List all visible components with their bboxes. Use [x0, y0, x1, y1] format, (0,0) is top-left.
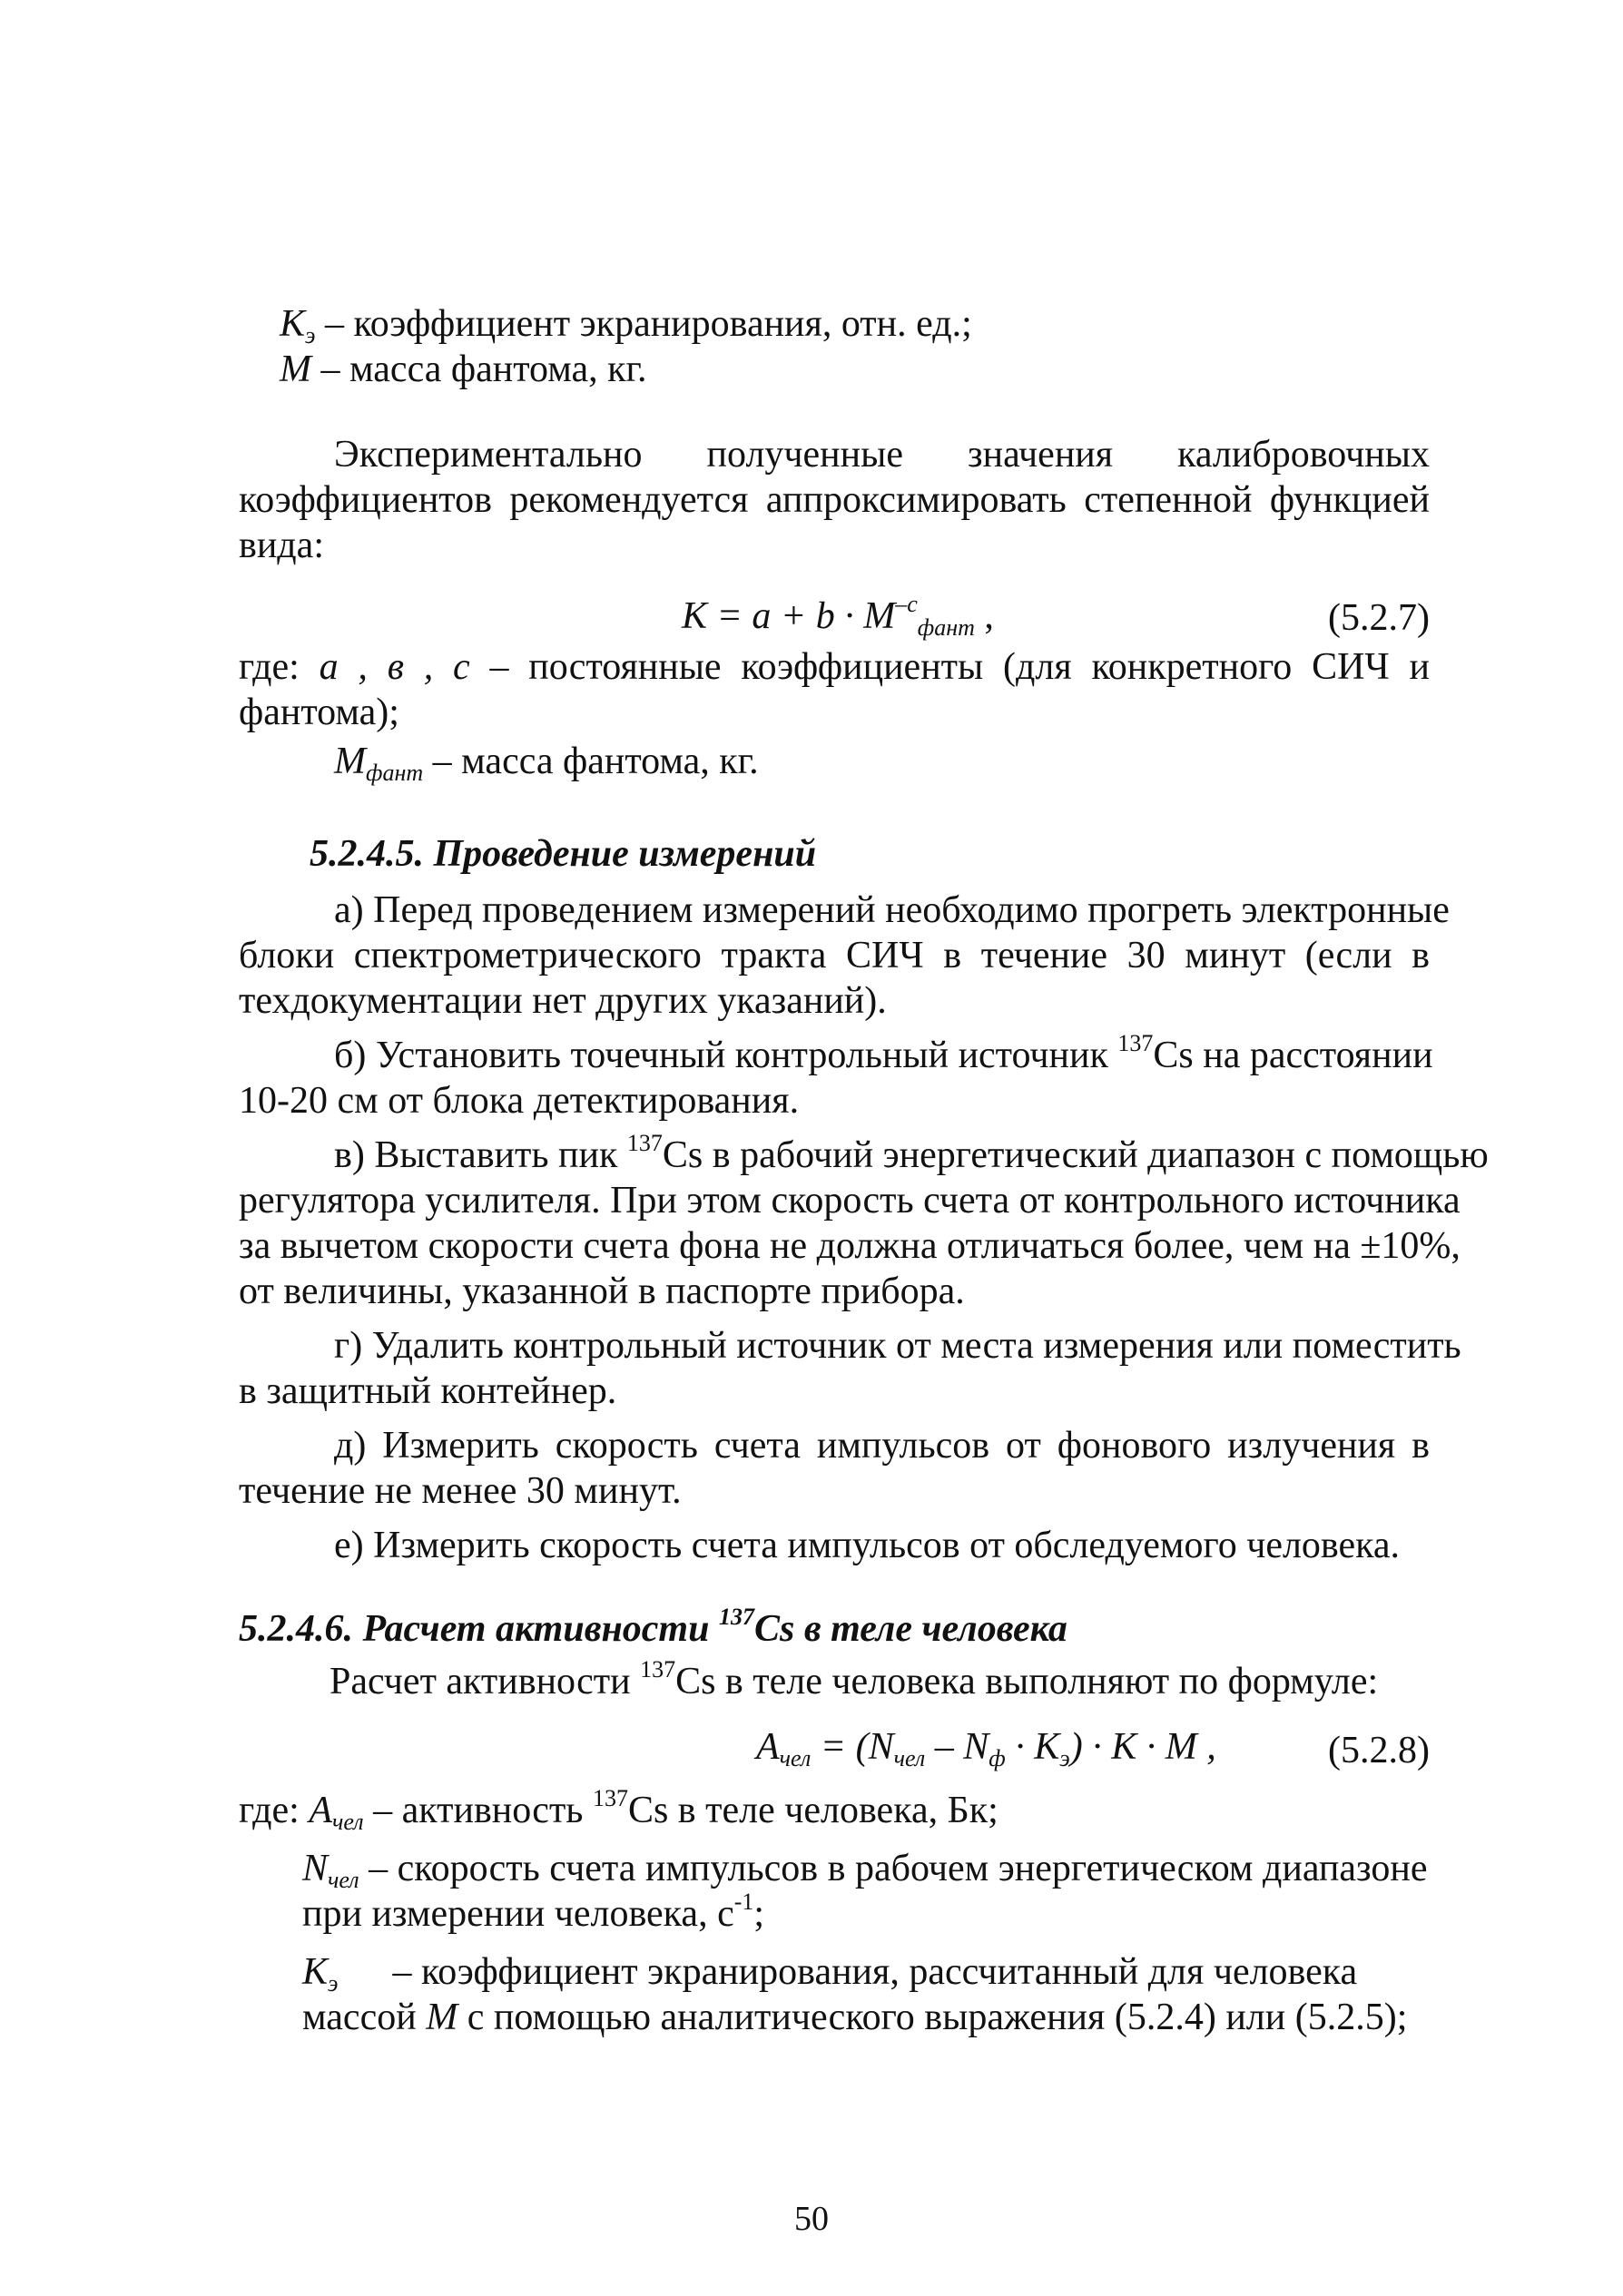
subscript: чел	[779, 1745, 812, 1771]
formula-tail: ,	[974, 595, 994, 637]
item-e	[239, 1523, 1430, 1568]
isotope-mass: 137	[626, 1130, 663, 1156]
text-line: регулятора усилителя. При этом скорость счета от контрольного источника	[239, 1180, 1461, 1222]
formula-5-2-7	[239, 590, 1430, 644]
where-text: – постоянные коэффициенты (для конкретного СИЧ и	[469, 646, 1430, 688]
where-527-line1	[239, 644, 1430, 690]
document-page	[239, 301, 1489, 2040]
text-line: в защитный контейнер.	[239, 1370, 617, 1412]
text-part: в) Выставить пик	[334, 1134, 627, 1176]
text-part: Cs в теле человека выполняют по формуле:	[675, 1661, 1379, 1702]
subscript: чел	[331, 1809, 364, 1835]
title-part: Cs в теле человека	[753, 1608, 1067, 1650]
item-a	[239, 888, 1450, 1024]
symbol: K	[280, 303, 306, 345]
text-part: б) Установить точечный контрольный источник	[334, 1035, 1118, 1076]
text-part: – активность	[363, 1790, 593, 1831]
formula-eq: = a + b · M	[707, 595, 896, 637]
equation-number: (5.2.7)	[1328, 597, 1430, 639]
formula-sup: –c	[895, 591, 918, 617]
text-line: Экспериментально полученные значения калибровочных	[334, 434, 1430, 476]
text-line: вида:	[239, 525, 324, 566]
item-v	[239, 1130, 1489, 1314]
formula-part: ) · K · M ,	[1069, 1726, 1216, 1768]
text-line	[302, 1846, 1430, 1891]
text-part: при измерении человека, с	[302, 1893, 734, 1935]
text-line: а) Перед проведением измерений необходимо прогреть электронные	[334, 889, 1450, 931]
subscript: чел	[328, 1867, 359, 1893]
symbol: K	[302, 1951, 329, 1993]
def-m	[280, 347, 1430, 392]
text-line: д) Измерить скорость счета импульсов от фонового излучения в	[334, 1425, 1430, 1467]
subscript: ф	[989, 1745, 1006, 1771]
text-part: с помощью аналитического выражения (5.2.4) или (5.2.5);	[457, 1997, 1408, 2038]
where-label: где:	[239, 646, 320, 688]
formula-lhs: K	[682, 595, 708, 637]
calc-intro	[330, 1656, 1430, 1704]
formula-body	[682, 591, 994, 641]
text-line: от величины, указанной в паспорте прибора.	[239, 1271, 965, 1312]
section-title-5246	[239, 1606, 1430, 1652]
def-k-e	[280, 301, 1430, 347]
symbol: M	[280, 348, 311, 390]
def-text: – масса фантома, кг.	[311, 348, 647, 390]
text-line: 10-20 см от блока детектирования.	[239, 1080, 800, 1122]
text-line: блоки спектрометрического тракта СИЧ в течение 30 минут (если в	[239, 935, 1430, 976]
subscript: чел	[893, 1745, 926, 1771]
def-text: – масса фантома, кг.	[423, 741, 759, 782]
text-line: за вычетом скорости счета фона не должна отличаться более, чем на ±10%,	[239, 1225, 1461, 1267]
approx-paragraph	[239, 432, 1430, 568]
def-n-chel	[302, 1846, 1430, 1937]
text-part: ;	[753, 1893, 765, 1935]
def-text: – коэффициент экранирования, отн. ед.;	[315, 303, 972, 345]
text-line	[302, 1995, 1430, 2040]
text-line	[302, 1949, 1430, 1995]
isotope-mass: 137	[718, 1604, 754, 1630]
subscript: э	[328, 1970, 339, 1997]
symbol: M	[334, 741, 366, 782]
exponent: -1	[733, 1889, 754, 1915]
formula-part: – N	[925, 1726, 989, 1768]
text-line	[334, 1130, 1489, 1178]
text-part: Cs на расстоянии	[1153, 1035, 1433, 1076]
text-line: г) Удалить контрольный источник от места измерения или поместить	[334, 1325, 1461, 1367]
where-vars: a , в , c	[319, 646, 470, 688]
section-title-5245: 5.2.4.5. Проведение измерений	[310, 833, 817, 875]
formula-body	[756, 1724, 1216, 1770]
symbol: A	[309, 1790, 332, 1831]
def-m-fant	[334, 739, 1430, 784]
subscript: э	[1059, 1745, 1070, 1771]
formula-5-2-8	[239, 1717, 1430, 1781]
where-527-line2: фантома);	[239, 692, 399, 733]
item-d	[239, 1423, 1430, 1514]
equation-number: (5.2.8)	[1328, 1730, 1430, 1771]
text-part: Cs в рабочий энергетический диапазон с помощью	[662, 1134, 1489, 1176]
text-line: е) Измерить скорость счета импульсов от обследуемого человека.	[334, 1525, 1401, 1566]
item-b	[239, 1030, 1433, 1123]
text-line: коэффициентов рекомендуется аппроксимировать степенной функцией	[239, 479, 1430, 521]
symbol: N	[302, 1848, 329, 1889]
text-line	[334, 1030, 1433, 1078]
isotope-mass: 137	[640, 1656, 676, 1683]
formula-part: = (N	[811, 1726, 894, 1768]
text-line: течение не менее 30 минут.	[239, 1470, 682, 1512]
def-a-chel	[239, 1785, 1430, 1835]
isotope-mass: 137	[592, 1785, 628, 1811]
symbol: A	[756, 1726, 780, 1768]
symbol: M	[426, 1997, 458, 2038]
title-part: 5.2.4.6. Расчет активности	[239, 1608, 719, 1650]
text-part: – скорость счета импульсов в рабочем энергетическом диапазоне	[359, 1848, 1428, 1889]
text-line: техдокументации нет других указаний).	[239, 980, 887, 1022]
text-part: Cs в теле человека, Бк;	[627, 1790, 998, 1831]
text-part: массой	[302, 1997, 427, 2038]
formula-part: · K	[1005, 1726, 1060, 1768]
isotope-mass: 137	[1117, 1030, 1154, 1056]
subscript: фант	[366, 760, 424, 786]
subscript: э	[305, 322, 316, 348]
def-k-e-2	[302, 1949, 1430, 2040]
formula-sub: фант	[917, 614, 975, 641]
text-line	[302, 1891, 1430, 1937]
page-number: 50	[794, 2200, 829, 2238]
text-part: – коэффициент экранирования, рассчитанный для человека	[392, 1951, 1358, 1993]
where-label: где:	[239, 1790, 310, 1831]
text-part: Расчет активности	[330, 1661, 641, 1702]
item-g	[239, 1323, 1461, 1414]
